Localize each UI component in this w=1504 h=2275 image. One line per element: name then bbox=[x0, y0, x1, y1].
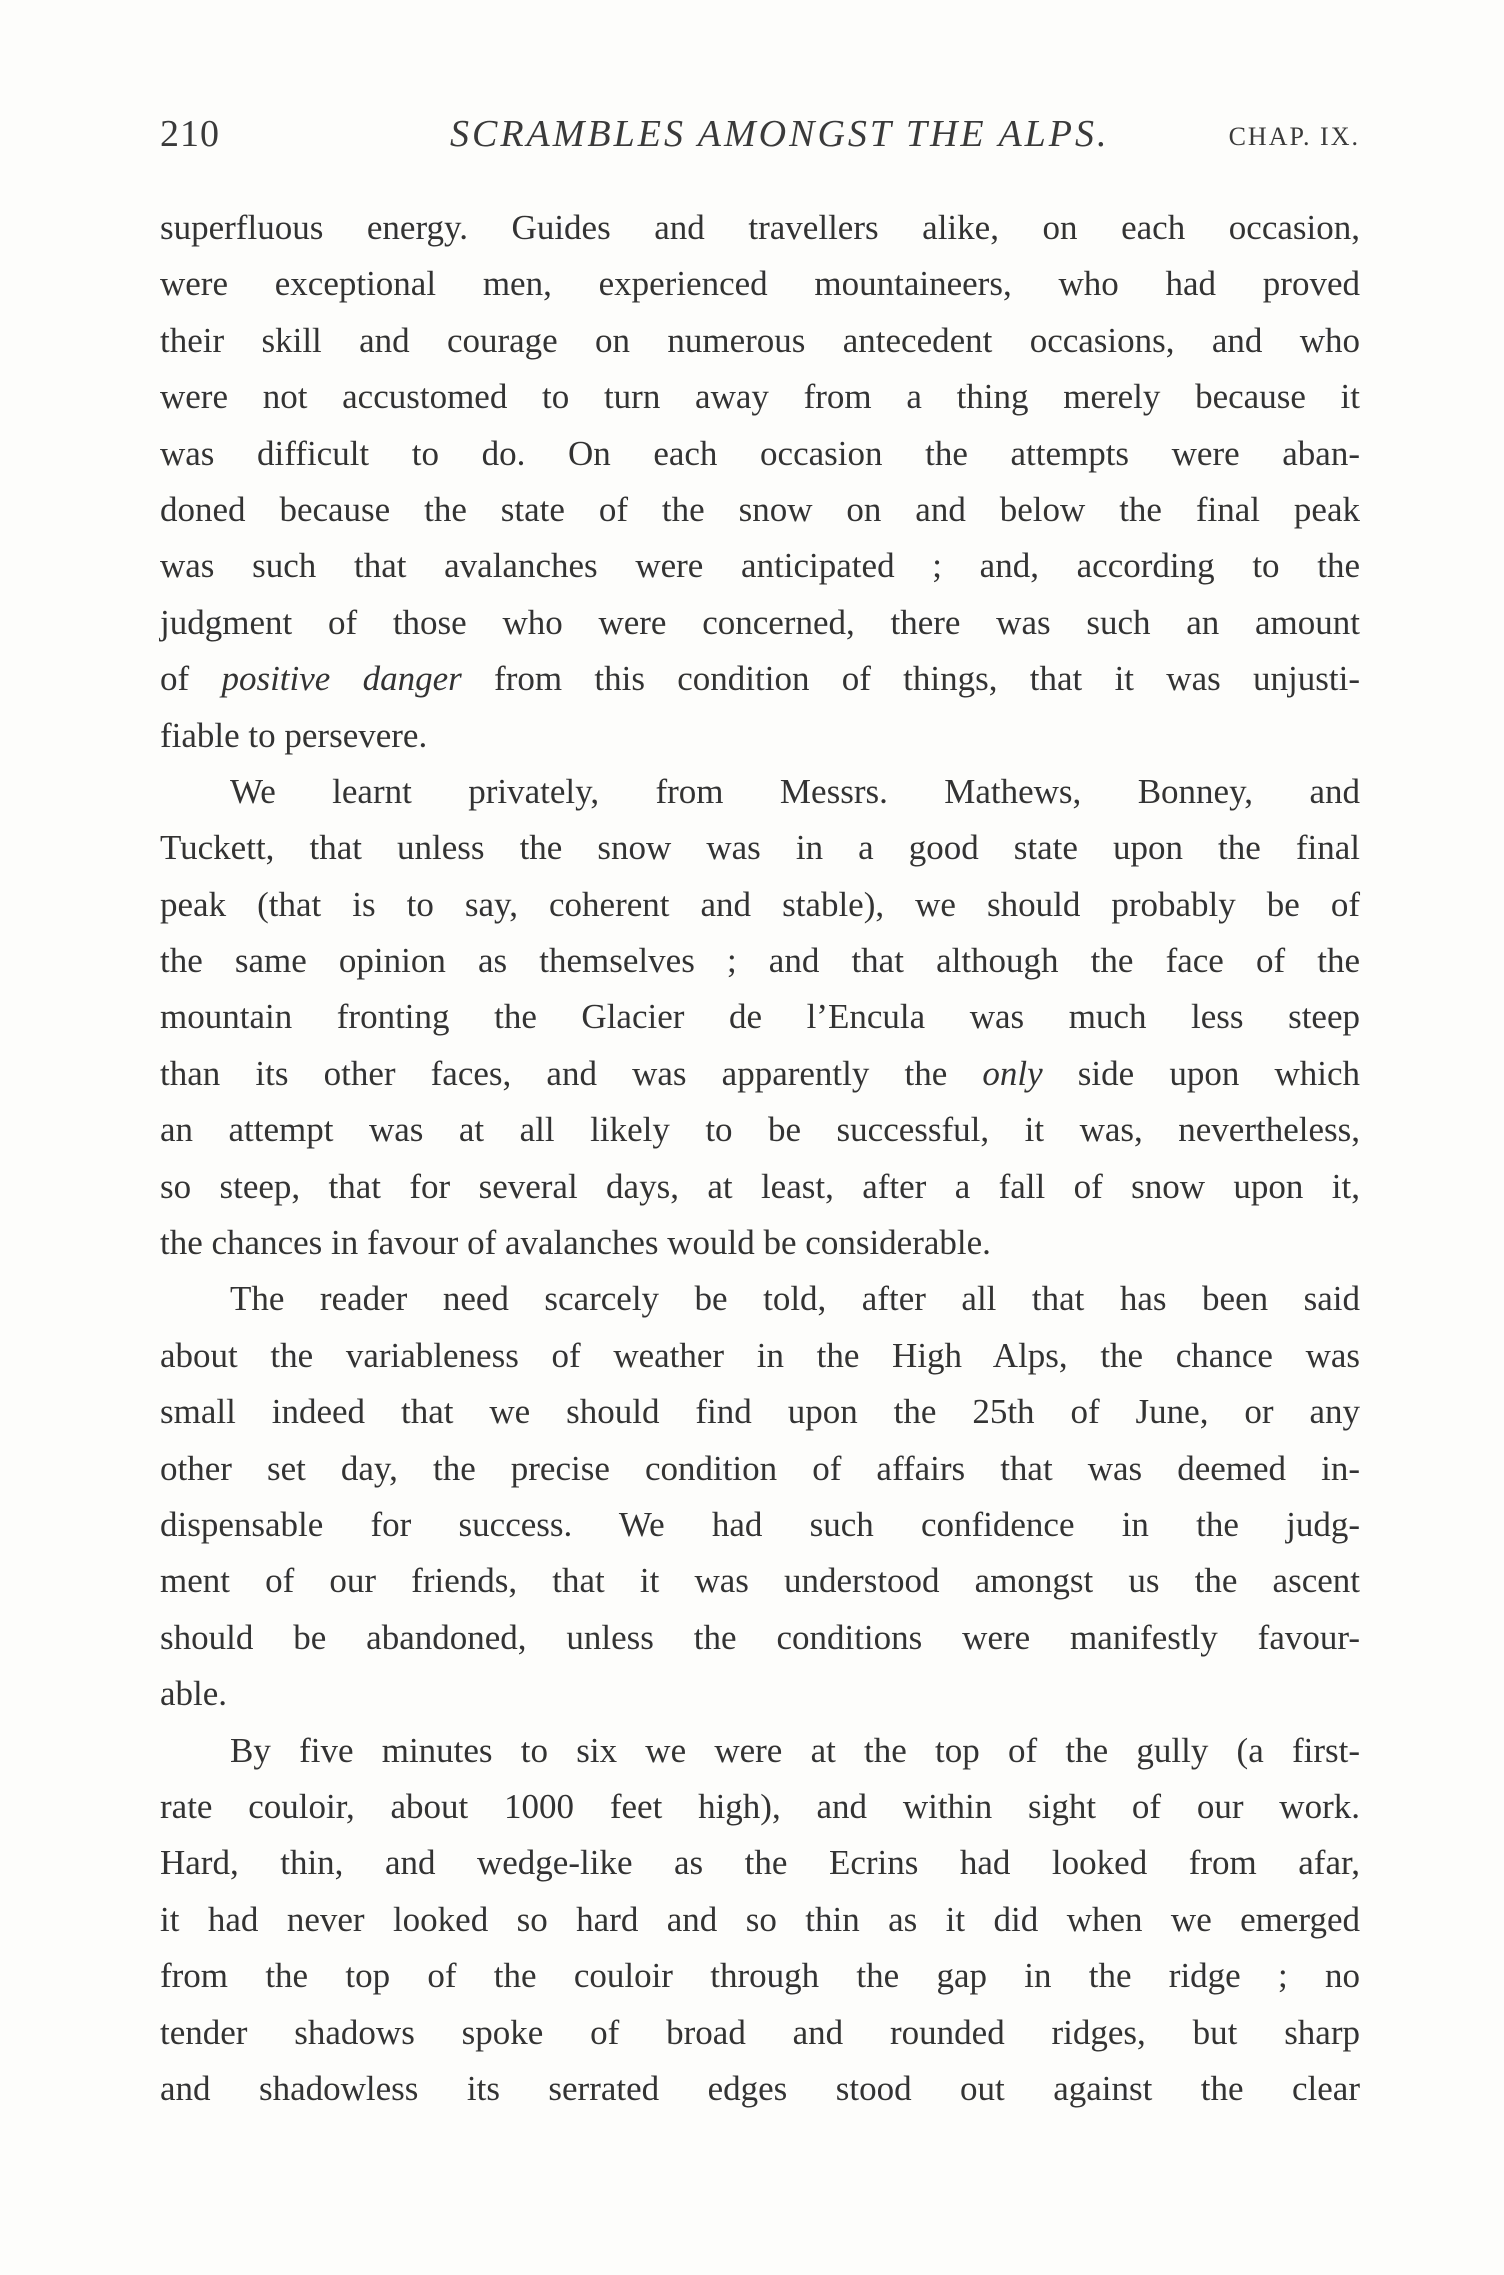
text-line: tender shadows spoke of broad and rounded ridges, but sharp bbox=[160, 2012, 1360, 2052]
text-line: dispensable for success. We had such confidence in the judg- bbox=[160, 1504, 1360, 1544]
text-segment: of bbox=[160, 659, 222, 699]
text-line: ment of our friends, that it was understood amongst us the ascent bbox=[160, 1561, 1360, 1601]
text-line: other set day, the precise condition of affairs that was deemed in- bbox=[160, 1448, 1360, 1488]
text-line bbox=[160, 1046, 1360, 1102]
text-line: and shadowless its serrated edges stood out against the clear bbox=[160, 2068, 1360, 2108]
text-line: was difficult to do. On each occasion the attempts were aban- bbox=[160, 433, 1360, 473]
text-line: their skill and courage on numerous antecedent occasions, and who bbox=[160, 320, 1360, 360]
text-line: it had never looked so hard and so thin as it did when we emerged bbox=[160, 1899, 1360, 1939]
text-line: The reader need scarcely be told, after all that has been said bbox=[230, 1279, 1360, 1319]
text-line: We learnt privately, from Messrs. Mathews, Bonney, and bbox=[230, 771, 1360, 811]
text-line: mountain fronting the Glacier de l’Encula was much less steep bbox=[160, 997, 1360, 1037]
text-line: from the top of the couloir through the gap in the ridge ; no bbox=[160, 1956, 1360, 1996]
text-line: was such that avalanches were anticipated ; and, according to the bbox=[160, 546, 1360, 586]
text-line: superfluous energy. Guides and travellers alike, on each occasion, bbox=[160, 208, 1360, 247]
text-segment: from this condition of things, that it was unjusti- bbox=[461, 659, 1360, 699]
text-line: the chances in favour of avalanches would be considerable. bbox=[160, 1223, 991, 1263]
text-line: judgment of those who were concerned, there was such an amount bbox=[160, 602, 1360, 642]
text-line: small indeed that we should find upon the 25th of June, or any bbox=[160, 1392, 1360, 1432]
text-line bbox=[160, 651, 1360, 707]
text-line: were not accustomed to turn away from a thing merely because it bbox=[160, 377, 1360, 417]
body-text bbox=[160, 200, 1360, 2117]
text-line: Hard, thin, and wedge-like as the Ecrins had looked from afar, bbox=[160, 1843, 1360, 1883]
text-line: peak (that is to say, coherent and stable), we should probably be of bbox=[160, 884, 1360, 924]
text-line: should be abandoned, unless the conditions were manifestly favour- bbox=[160, 1617, 1360, 1657]
text-line: By five minutes to six we were at the top of the gully (a first- bbox=[230, 1730, 1360, 1770]
text-segment: than its other faces, and was apparently the bbox=[160, 1053, 983, 1093]
text-line: fiable to persevere. bbox=[160, 715, 428, 755]
text-line: doned because the state of the snow on and below the final peak bbox=[160, 489, 1360, 529]
text-line: Tuckett, that unless the snow was in a good state upon the final bbox=[160, 828, 1360, 868]
text-line: able. bbox=[160, 1674, 228, 1714]
text-line: so steep, that for several days, at least, after a fall of snow upon it, bbox=[160, 1166, 1360, 1206]
text-line: the same opinion as themselves ; and that although the face of the bbox=[160, 941, 1360, 981]
page-header bbox=[160, 112, 1360, 172]
italic-emphasis: positive danger bbox=[221, 659, 462, 699]
text-line: an attempt was at all likely to be successful, it was, nevertheless, bbox=[160, 1110, 1360, 1150]
chapter-label: CHAP. IX. bbox=[1228, 122, 1360, 151]
running-title: SCRAMBLES AMONGST THE ALPS. bbox=[450, 113, 1110, 155]
text-line: rate couloir, about 1000 feet high), and within sight of our work. bbox=[160, 1786, 1360, 1826]
page-number: 210 bbox=[160, 113, 220, 155]
italic-emphasis: only bbox=[982, 1053, 1043, 1093]
text-segment: side upon which bbox=[1042, 1053, 1360, 1093]
text-line: about the variableness of weather in the High Alps, the chance was bbox=[160, 1335, 1360, 1375]
text-line: were exceptional men, experienced mountaineers, who had proved bbox=[160, 264, 1360, 304]
